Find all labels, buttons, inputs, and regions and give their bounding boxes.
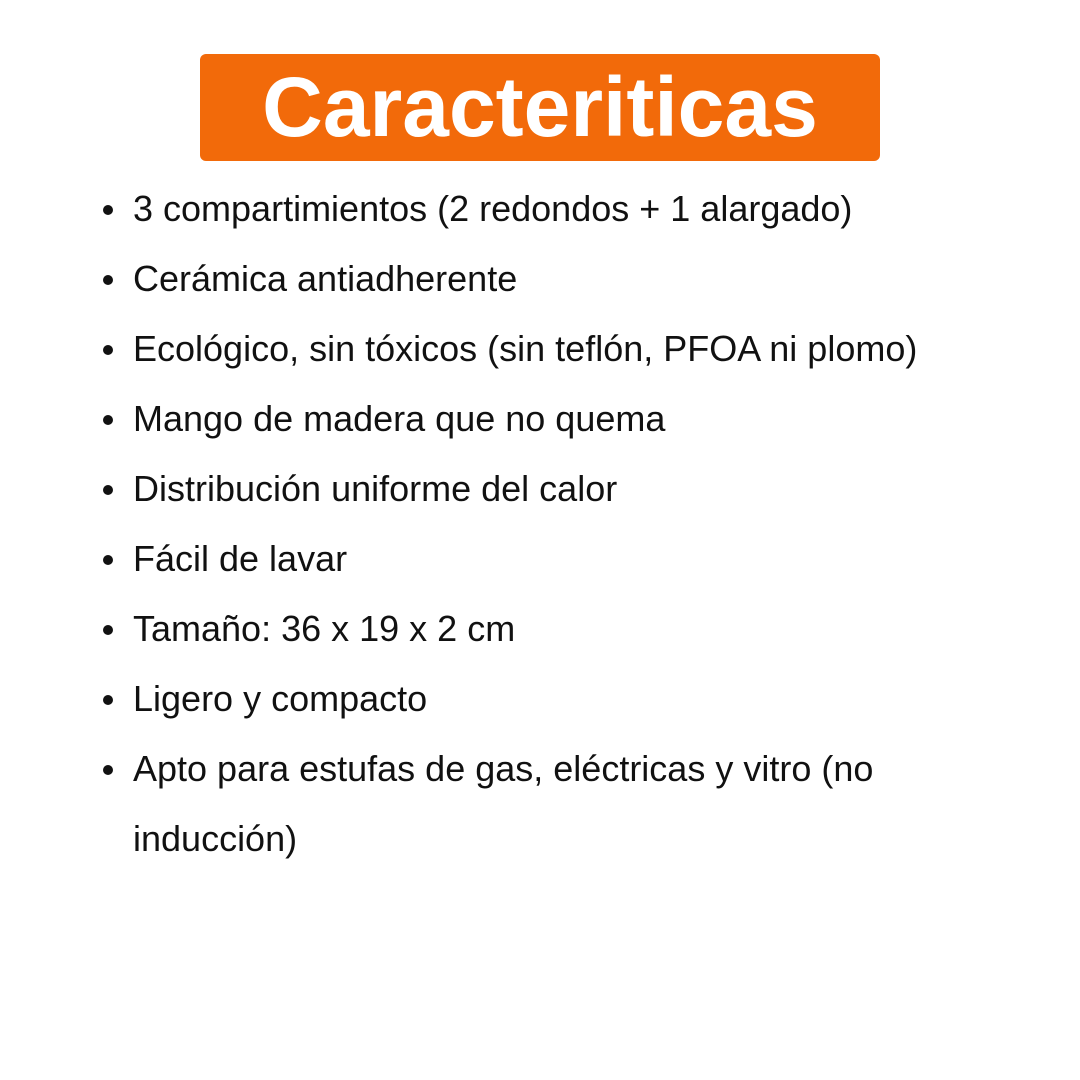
list-item [0,594,1080,664]
list-item [0,174,1080,244]
title-banner [200,54,880,161]
feature-text: Mango de madera que no quema [133,398,666,439]
list-item [0,244,1080,314]
feature-text: Distribución uniforme del calor [133,468,618,509]
list-item [0,734,1080,874]
list-item [0,524,1080,594]
list-item [0,454,1080,524]
bullet-icon [103,625,113,635]
bullet-icon [103,485,113,495]
bullet-icon [103,555,113,565]
bullet-icon [103,695,113,705]
bullet-icon [103,415,113,425]
feature-text: 3 compartimientos (2 redondos + 1 alargado) [133,188,853,229]
bullet-icon [103,205,113,215]
feature-text: Ligero y compacto [133,678,428,719]
feature-text: Cerámica antiadherente [133,258,518,299]
list-item [0,314,1080,384]
page-title: Caracteriticas [262,59,818,154]
list-item [0,664,1080,734]
feature-text: Tamaño: 36 x 19 x 2 cm [133,608,516,649]
bullet-icon [103,345,113,355]
feature-text: Fácil de lavar [133,538,348,579]
bullet-icon [103,765,113,775]
bullet-icon [103,275,113,285]
feature-list [0,174,1080,874]
feature-text: Apto para estufas de gas, eléctricas y vitro (no inducción) [133,748,874,859]
feature-text: Ecológico, sin tóxicos (sin teflón, PFOA ni plomo) [133,328,918,369]
list-item [0,384,1080,454]
